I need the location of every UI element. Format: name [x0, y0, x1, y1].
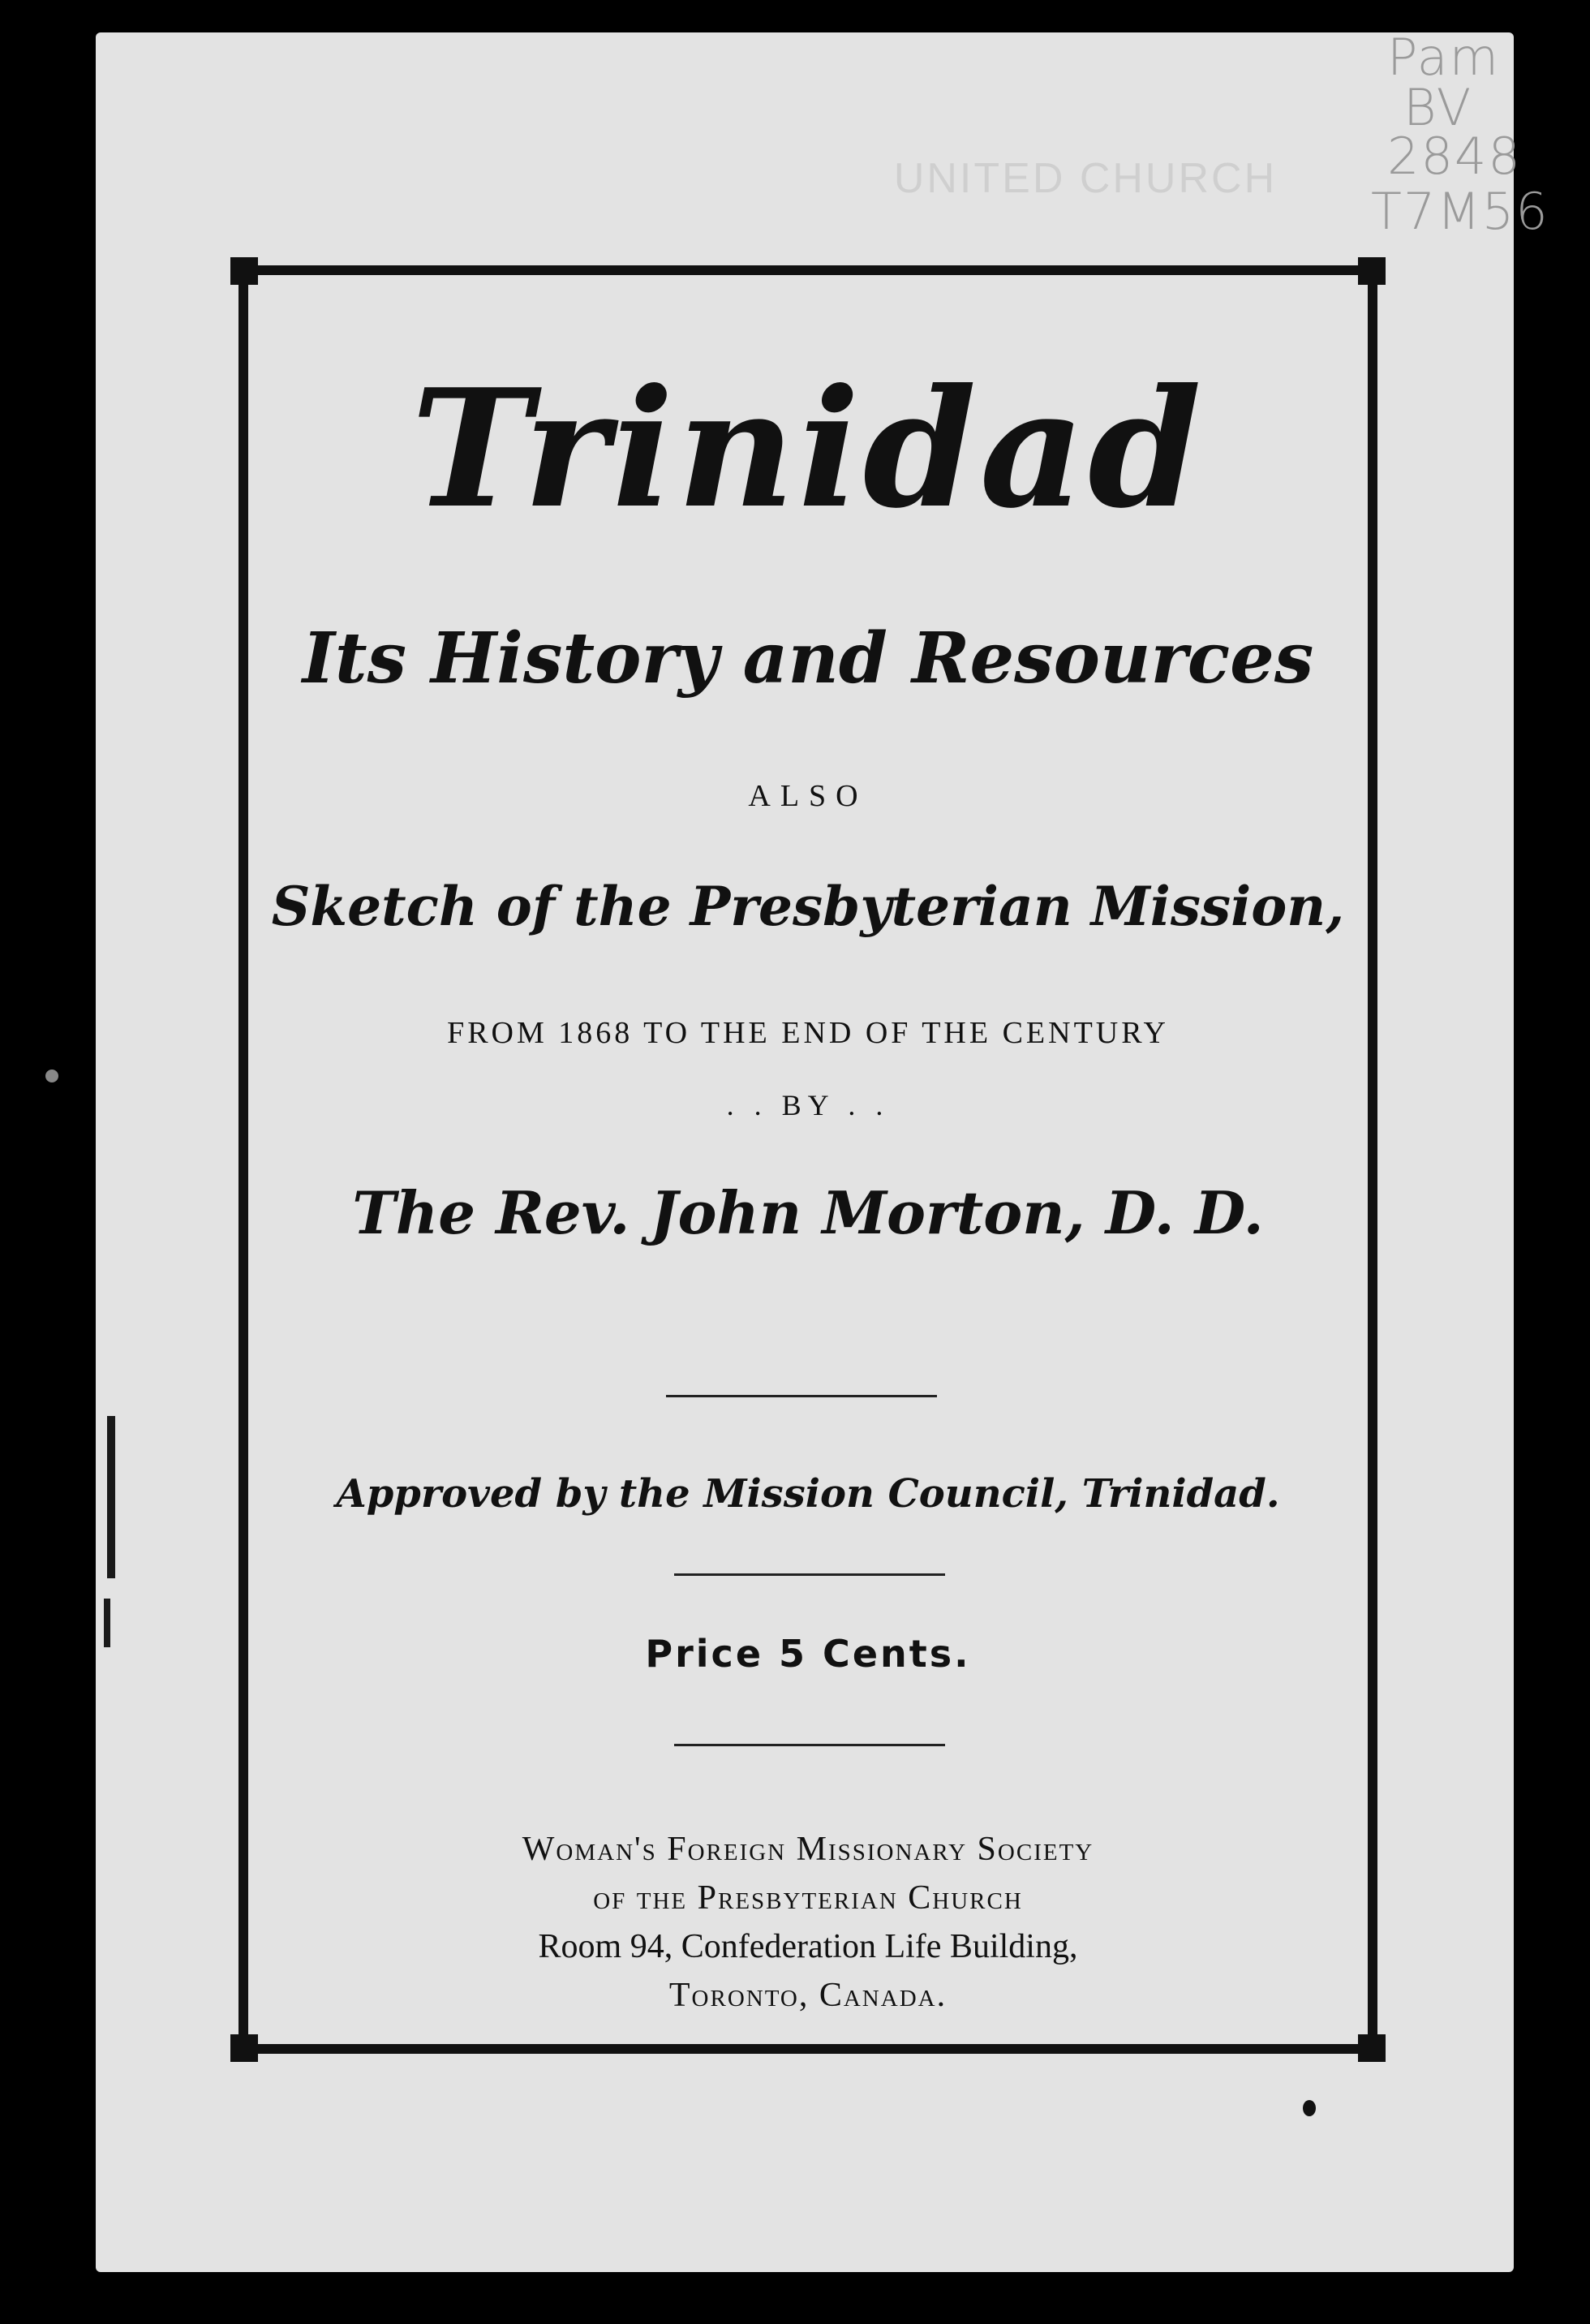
- library-stamp: UNITED CHURCH: [893, 155, 1278, 202]
- sketch-heading: Sketch of the Presbyterian Mission,: [271, 875, 1345, 938]
- call-number-line: T7M56: [1371, 182, 1549, 241]
- approval-note: Approved by the Mission Council, Trinidad.: [336, 1471, 1280, 1517]
- binding-edge-mark: [104, 1599, 110, 1647]
- publisher-block: [248, 1825, 1368, 2020]
- call-number-line: 2848: [1387, 127, 1522, 186]
- binding-edge-mark: [107, 1416, 115, 1578]
- cover-border-frame: [238, 265, 1377, 2054]
- publisher-line: Toronto, Canada.: [668, 1977, 948, 2014]
- publisher-line: Room 94, Confederation Life Building,: [538, 1928, 1078, 1965]
- cover-subtitle: Its History and Resources: [302, 618, 1314, 699]
- by-line: . . BY . .: [726, 1089, 890, 1121]
- cover-title: Trinidad: [410, 354, 1205, 544]
- call-number-line: Pam: [1387, 28, 1500, 87]
- divider-rule: [674, 1744, 945, 1746]
- period-line: FROM 1868 TO THE END OF THE CENTURY: [447, 1016, 1169, 1050]
- also-label: ALSO: [748, 779, 868, 813]
- call-number-line: BV: [1403, 78, 1473, 137]
- publisher-line: Woman's Foreign Missionary Society: [522, 1831, 1094, 1868]
- divider-rule: [674, 1573, 945, 1576]
- call-number-stamp: [1330, 28, 1590, 276]
- divider-rule: [666, 1395, 937, 1397]
- pamphlet-cover: [96, 28, 1549, 2272]
- publisher-line: of the Presbyterian Church: [593, 1879, 1023, 1917]
- price-label: Price 5 Cents.: [645, 1632, 971, 1676]
- ink-speck: [1303, 2100, 1316, 2116]
- scan-speck: [45, 1069, 58, 1082]
- cover-content: [248, 275, 1368, 2044]
- author-name: The Rev. John Morton, D. D.: [352, 1178, 1264, 1247]
